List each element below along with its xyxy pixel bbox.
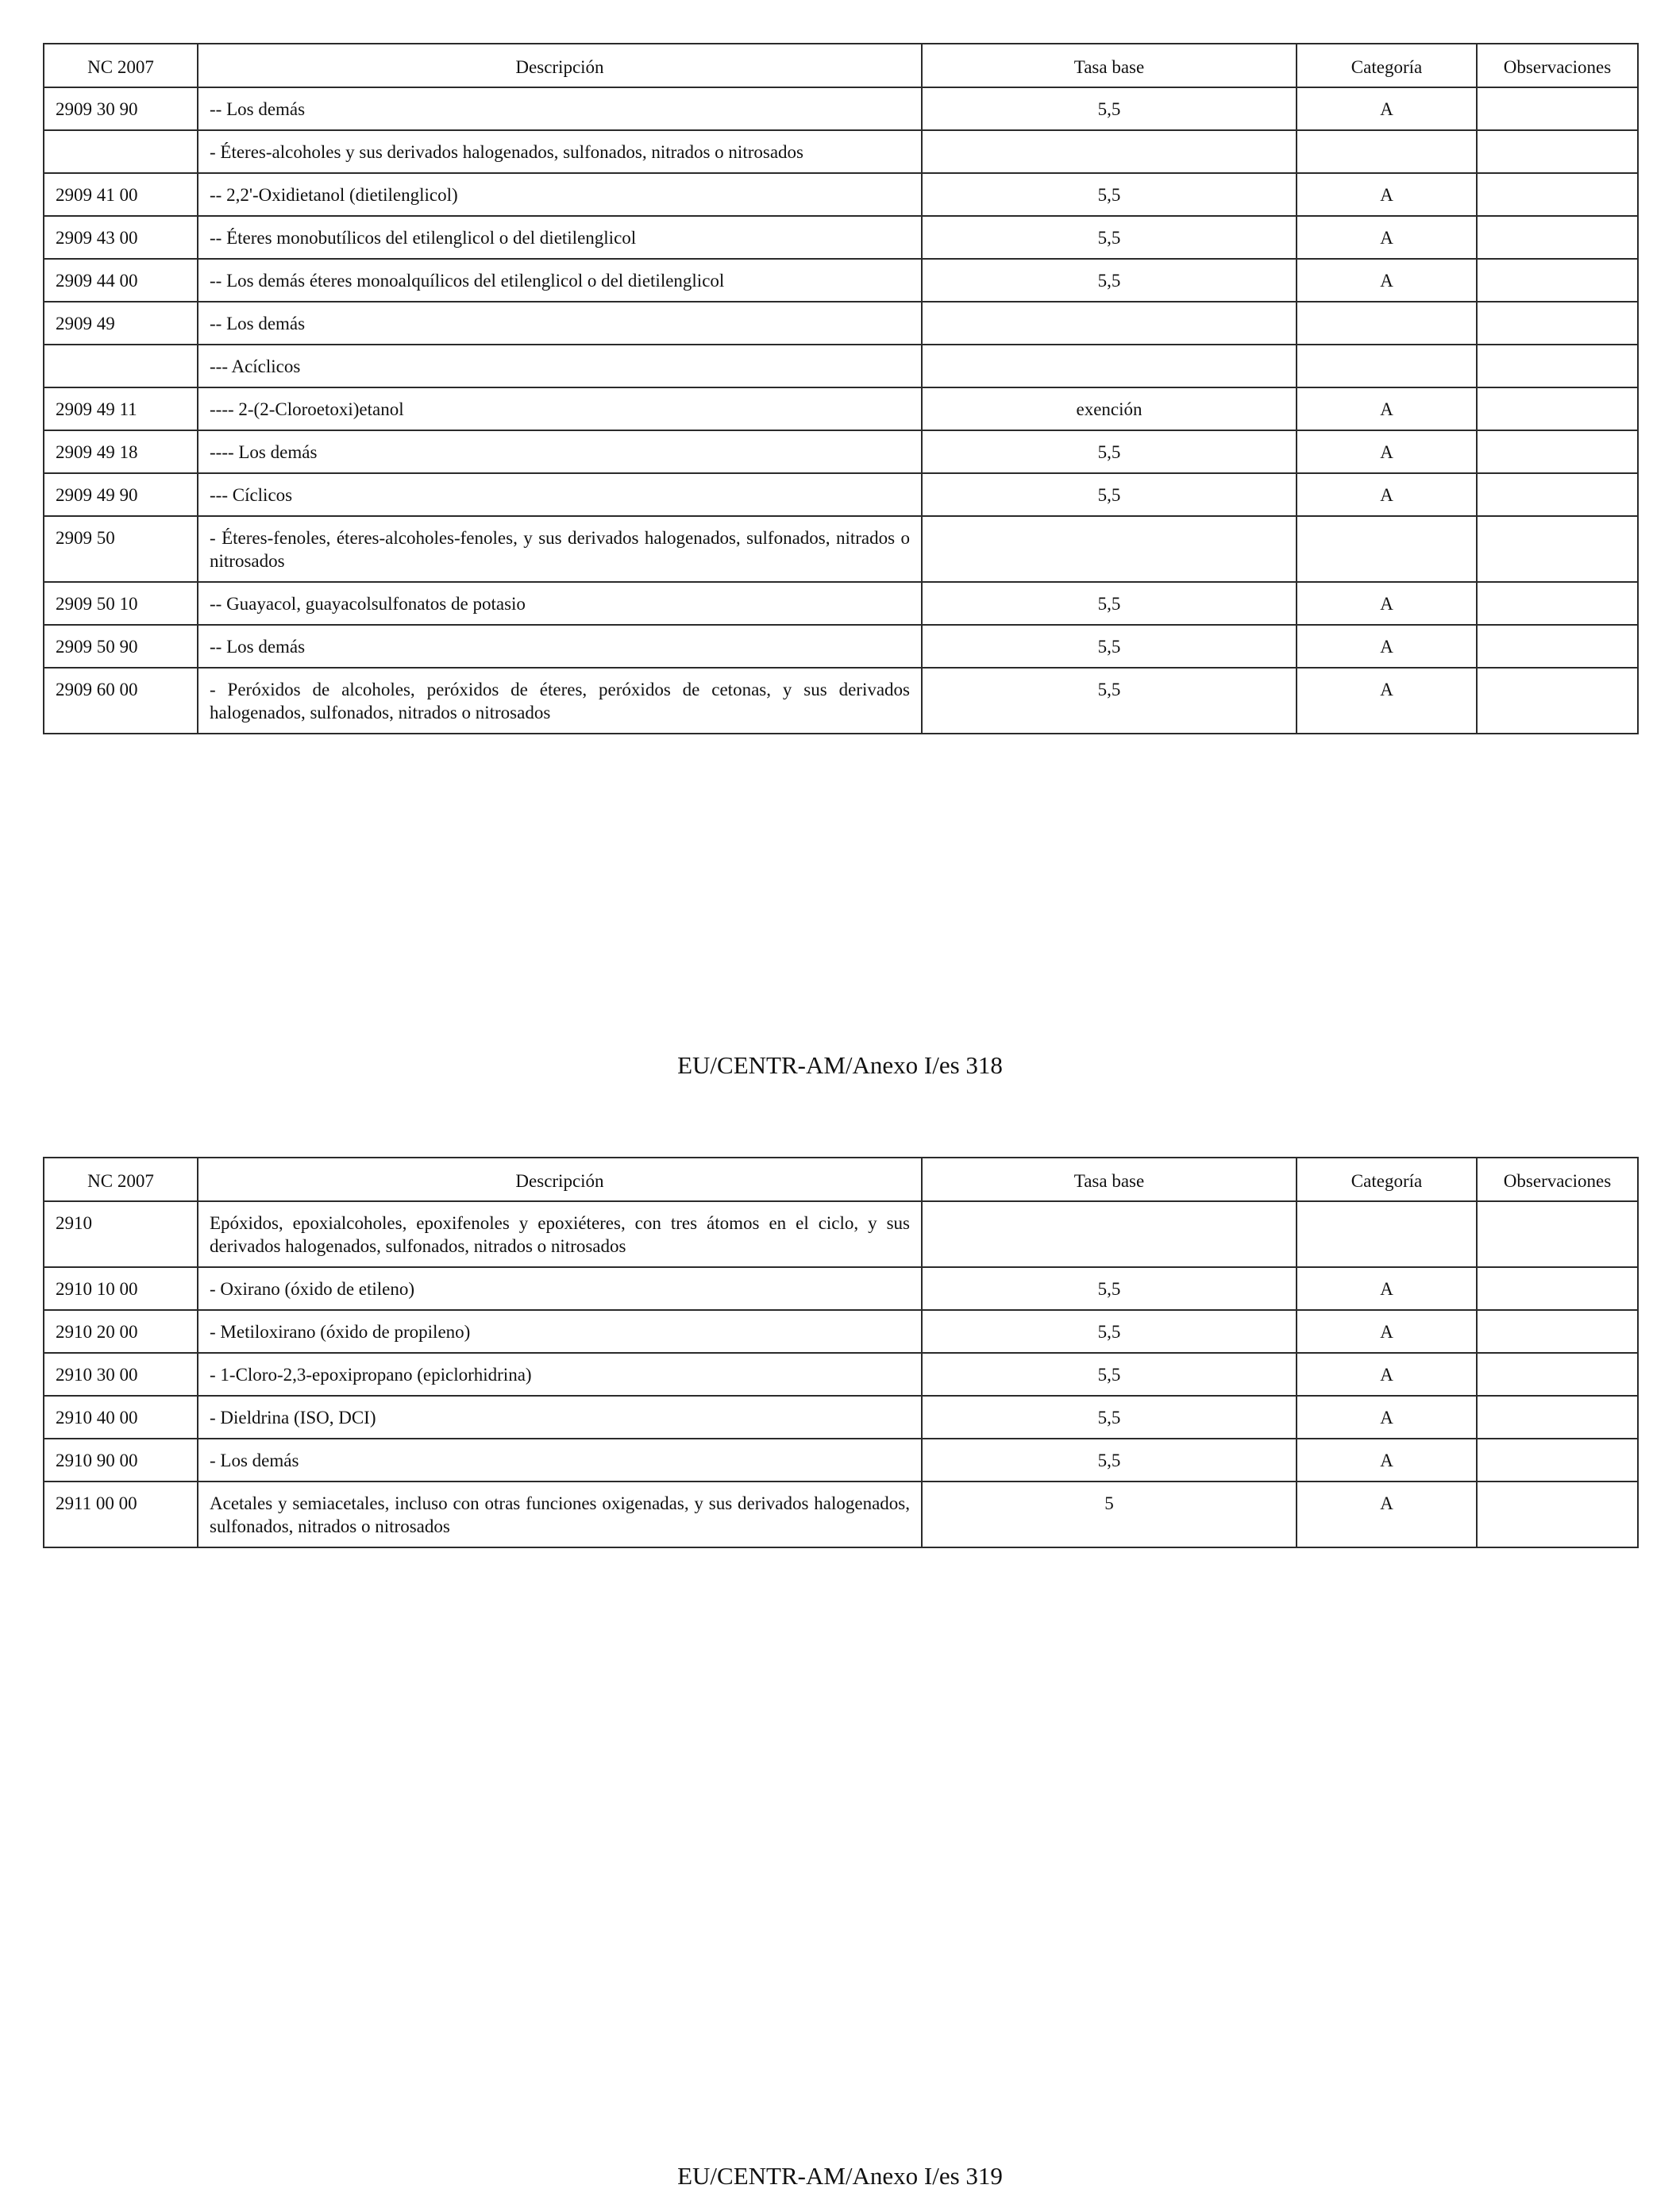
cell-observaciones xyxy=(1477,1310,1638,1353)
cell-nc-code: 2909 50 90 xyxy=(44,625,198,668)
header-nc-2007: NC 2007 xyxy=(44,44,198,87)
cell-tasa-base: 5,5 xyxy=(922,1353,1297,1396)
cell-nc-code: 2910 xyxy=(44,1201,198,1267)
cell-categoria: A xyxy=(1297,87,1477,130)
table-row xyxy=(44,1482,1638,1547)
cell-description: -- 2,2'-Oxidietanol (dietilenglicol) xyxy=(198,173,922,216)
cell-description: --- Acíclicos xyxy=(198,345,922,387)
table-row xyxy=(44,87,1638,130)
cell-tasa-base: 5,5 xyxy=(922,1267,1297,1310)
cell-observaciones xyxy=(1477,582,1638,625)
table-row xyxy=(44,216,1638,259)
cell-tasa-base: 5,5 xyxy=(922,216,1297,259)
cell-nc-code: 2910 10 00 xyxy=(44,1267,198,1310)
cell-observaciones xyxy=(1477,87,1638,130)
table-row xyxy=(44,1439,1638,1482)
cell-description: - Éteres-fenoles, éteres-alcoholes-fenoles, y sus derivados halogenados, sulfonados, nitrados o nitrosados xyxy=(198,516,922,582)
cell-categoria: A xyxy=(1297,625,1477,668)
cell-tasa-base xyxy=(922,302,1297,345)
header-observaciones: Observaciones xyxy=(1477,44,1638,87)
cell-nc-code: 2911 00 00 xyxy=(44,1482,198,1547)
table-row xyxy=(44,473,1638,516)
cell-tasa-base: 5,5 xyxy=(922,625,1297,668)
cell-tasa-base: 5,5 xyxy=(922,1310,1297,1353)
table-row xyxy=(44,130,1638,173)
cell-tasa-base xyxy=(922,1201,1297,1267)
cell-nc-code: 2909 60 00 xyxy=(44,668,198,734)
cell-categoria: A xyxy=(1297,1353,1477,1396)
tariff-table-page-319 xyxy=(43,1157,1639,1548)
cell-tasa-base: 5,5 xyxy=(922,173,1297,216)
table-row xyxy=(44,387,1638,430)
cell-categoria xyxy=(1297,345,1477,387)
cell-nc-code: 2909 44 00 xyxy=(44,259,198,302)
cell-observaciones xyxy=(1477,387,1638,430)
cell-nc-code: 2909 49 xyxy=(44,302,198,345)
cell-description: ---- 2-(2-Cloroetoxi)etanol xyxy=(198,387,922,430)
cell-description: -- Los demás éteres monoalquílicos del etilenglicol o del dietilenglicol xyxy=(198,259,922,302)
header-observaciones: Observaciones xyxy=(1477,1158,1638,1201)
cell-observaciones xyxy=(1477,302,1638,345)
cell-description: -- Guayacol, guayacolsulfonatos de potasio xyxy=(198,582,922,625)
cell-observaciones xyxy=(1477,130,1638,173)
cell-nc-code: 2909 30 90 xyxy=(44,87,198,130)
table-row xyxy=(44,1201,1638,1267)
table-header-row xyxy=(44,1158,1638,1201)
cell-observaciones xyxy=(1477,345,1638,387)
cell-observaciones xyxy=(1477,516,1638,582)
cell-categoria: A xyxy=(1297,1439,1477,1482)
cell-observaciones xyxy=(1477,473,1638,516)
cell-categoria: A xyxy=(1297,582,1477,625)
table-row xyxy=(44,1310,1638,1353)
cell-nc-code xyxy=(44,130,198,173)
cell-observaciones xyxy=(1477,1267,1638,1310)
cell-categoria xyxy=(1297,130,1477,173)
cell-nc-code xyxy=(44,345,198,387)
cell-tasa-base: 5 xyxy=(922,1482,1297,1547)
cell-description: - 1-Cloro-2,3-epoxipropano (epiclorhidrina) xyxy=(198,1353,922,1396)
header-nc-2007: NC 2007 xyxy=(44,1158,198,1201)
table-row xyxy=(44,430,1638,473)
table-row xyxy=(44,1353,1638,1396)
cell-tasa-base: 5,5 xyxy=(922,87,1297,130)
cell-tasa-base: 5,5 xyxy=(922,582,1297,625)
cell-categoria xyxy=(1297,516,1477,582)
cell-nc-code: 2910 20 00 xyxy=(44,1310,198,1353)
cell-categoria: A xyxy=(1297,668,1477,734)
cell-nc-code: 2910 90 00 xyxy=(44,1439,198,1482)
cell-tasa-base: 5,5 xyxy=(922,473,1297,516)
cell-description: - Peróxidos de alcoholes, peróxidos de éteres, peróxidos de cetonas, y sus derivados halogenados, sulfonados, nitrados o nitrosados xyxy=(198,668,922,734)
table-row xyxy=(44,625,1638,668)
header-tasa-base: Tasa base xyxy=(922,1158,1297,1201)
cell-description: - Metiloxirano (óxido de propileno) xyxy=(198,1310,922,1353)
cell-description: -- Éteres monobutílicos del etilenglicol o del dietilenglicol xyxy=(198,216,922,259)
cell-observaciones xyxy=(1477,259,1638,302)
cell-categoria: A xyxy=(1297,1396,1477,1439)
table-row xyxy=(44,1267,1638,1310)
cell-description: ---- Los demás xyxy=(198,430,922,473)
cell-tasa-base: exención xyxy=(922,387,1297,430)
cell-tasa-base xyxy=(922,345,1297,387)
cell-categoria: A xyxy=(1297,259,1477,302)
table-row xyxy=(44,1396,1638,1439)
header-description: Descripción xyxy=(198,44,922,87)
table-row xyxy=(44,173,1638,216)
cell-categoria xyxy=(1297,302,1477,345)
cell-categoria: A xyxy=(1297,430,1477,473)
cell-categoria: A xyxy=(1297,1267,1477,1310)
table-row xyxy=(44,516,1638,582)
header-tasa-base: Tasa base xyxy=(922,44,1297,87)
header-categoria: Categoría xyxy=(1297,1158,1477,1201)
table-row xyxy=(44,259,1638,302)
table-header-row xyxy=(44,44,1638,87)
cell-description: -- Los demás xyxy=(198,625,922,668)
cell-tasa-base xyxy=(922,516,1297,582)
table-row xyxy=(44,668,1638,734)
cell-categoria: A xyxy=(1297,473,1477,516)
cell-tasa-base: 5,5 xyxy=(922,1439,1297,1482)
cell-observaciones xyxy=(1477,668,1638,734)
cell-observaciones xyxy=(1477,1353,1638,1396)
cell-nc-code: 2909 43 00 xyxy=(44,216,198,259)
cell-categoria: A xyxy=(1297,387,1477,430)
cell-nc-code: 2909 49 11 xyxy=(44,387,198,430)
cell-description: - Los demás xyxy=(198,1439,922,1482)
cell-observaciones xyxy=(1477,1482,1638,1547)
cell-nc-code: 2909 50 10 xyxy=(44,582,198,625)
cell-observaciones xyxy=(1477,625,1638,668)
cell-tasa-base: 5,5 xyxy=(922,259,1297,302)
page-footer-318: EU/CENTR-AM/Anexo I/es 318 xyxy=(677,1051,1003,1079)
cell-nc-code: 2909 50 xyxy=(44,516,198,582)
cell-tasa-base: 5,5 xyxy=(922,430,1297,473)
cell-description: - Oxirano (óxido de etileno) xyxy=(198,1267,922,1310)
cell-description: Acetales y semiacetales, incluso con otras funciones oxigenadas, y sus derivados halogenados, sulfonados, nitrados o nitrosados xyxy=(198,1482,922,1547)
page-footer-319: EU/CENTR-AM/Anexo I/es 319 xyxy=(677,2162,1003,2190)
cell-nc-code: 2910 30 00 xyxy=(44,1353,198,1396)
table-row xyxy=(44,345,1638,387)
header-categoria: Categoría xyxy=(1297,44,1477,87)
cell-description: Epóxidos, epoxialcoholes, epoxifenoles y epoxiéteres, con tres átomos en el ciclo, y sus derivados halogenados, sulfonados, nitrados o nitrosados xyxy=(198,1201,922,1267)
cell-nc-code: 2909 49 18 xyxy=(44,430,198,473)
tariff-table-page-318 xyxy=(43,43,1639,734)
cell-observaciones xyxy=(1477,1201,1638,1267)
cell-observaciones xyxy=(1477,1396,1638,1439)
cell-nc-code: 2910 40 00 xyxy=(44,1396,198,1439)
cell-description: - Éteres-alcoholes y sus derivados halogenados, sulfonados, nitrados o nitrosados xyxy=(198,130,922,173)
cell-categoria: A xyxy=(1297,173,1477,216)
cell-categoria: A xyxy=(1297,1482,1477,1547)
table-row xyxy=(44,302,1638,345)
cell-description: --- Cíclicos xyxy=(198,473,922,516)
cell-description: - Dieldrina (ISO, DCI) xyxy=(198,1396,922,1439)
cell-observaciones xyxy=(1477,1439,1638,1482)
table-row xyxy=(44,582,1638,625)
cell-observaciones xyxy=(1477,430,1638,473)
cell-nc-code: 2909 49 90 xyxy=(44,473,198,516)
cell-observaciones xyxy=(1477,216,1638,259)
cell-tasa-base: 5,5 xyxy=(922,1396,1297,1439)
cell-description: -- Los demás xyxy=(198,87,922,130)
cell-description: -- Los demás xyxy=(198,302,922,345)
cell-observaciones xyxy=(1477,173,1638,216)
cell-categoria: A xyxy=(1297,1310,1477,1353)
cell-nc-code: 2909 41 00 xyxy=(44,173,198,216)
cell-categoria xyxy=(1297,1201,1477,1267)
header-description: Descripción xyxy=(198,1158,922,1201)
cell-tasa-base: 5,5 xyxy=(922,668,1297,734)
cell-tasa-base xyxy=(922,130,1297,173)
cell-categoria: A xyxy=(1297,216,1477,259)
